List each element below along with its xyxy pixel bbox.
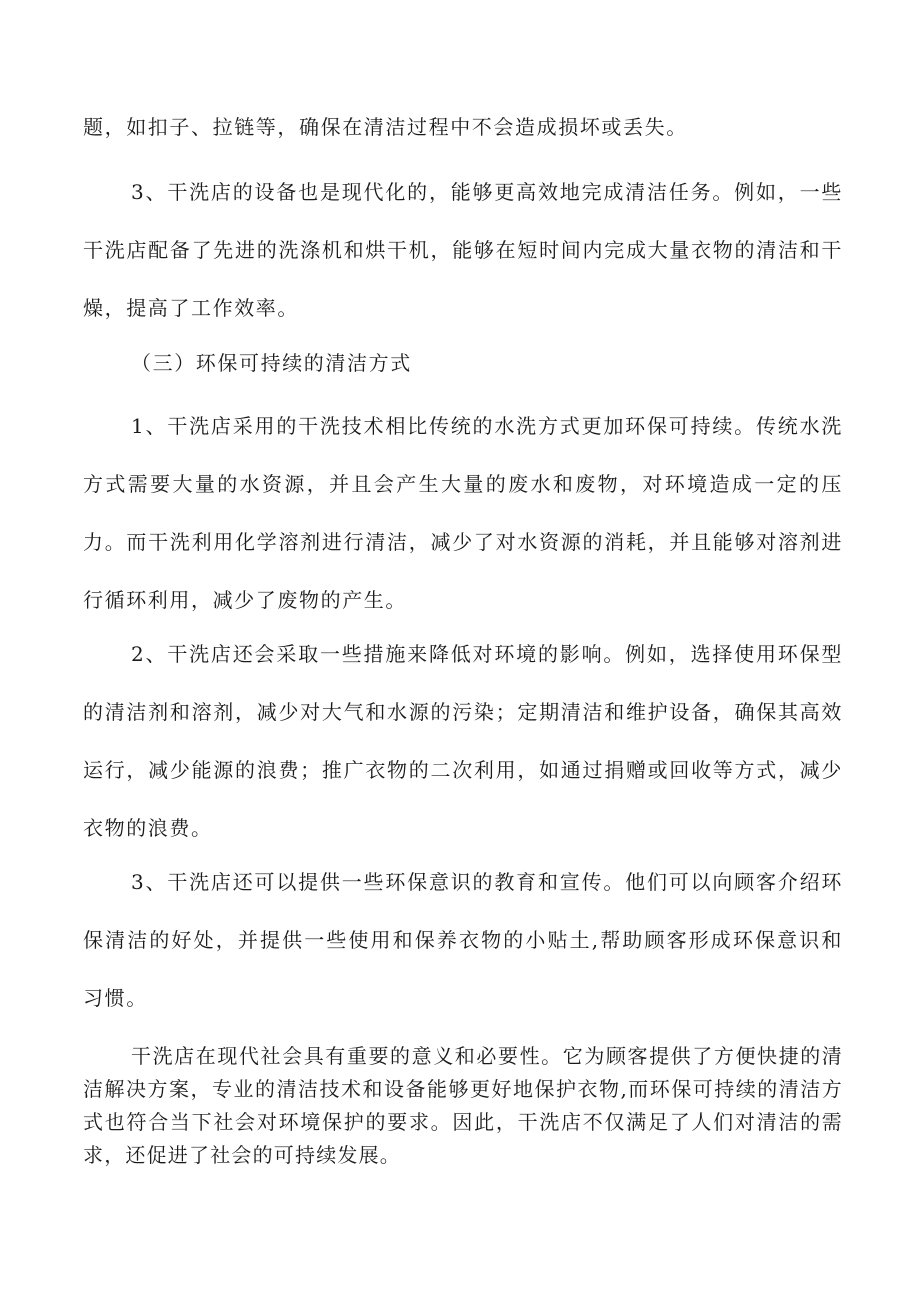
paragraph-summary: 干洗店在现代社会具有重要的意义和必要性。它为顾客提供了方便快捷的清洁解决方案，专业的清洁技术和设备能够更好地保护衣物,而环保可持续的清洁方式也符合当下社会对环境保护的要求。因此，干洗店不仅满足了人们对清洁的需求，还促进了社会的可持续发展。	[83, 1044, 843, 1167]
section-heading: （三）环保可持续的清洁方式	[131, 351, 412, 375]
paragraph-environmental-education: 3、干洗店还可以提供一些环保意识的教育和宣传。他们可以向顾客介绍环保清洁的好处，并提供一些使用和保养衣物的小贴土,帮助顾客形成环保意识和习惯。	[83, 870, 843, 1010]
paragraph-equipment: 3、干洗店的设备也是现代化的，能够更高效地完成清洁任务。例如，一些干洗店配备了先进的洗涤机和烘干机，能够在短时间内完成大量衣物的清洁和干燥，提高了工作效率。	[83, 180, 843, 320]
paragraph-dry-cleaning-technology: 1、干洗店采用的干洗技术相比传统的水洗方式更加环保可持续。传统水洗方式需要大量的水资源，并且会产生大量的废水和废物，对环境造成一定的压力。而干洗利用化学溶剂进行清洁，减少了对水资源的消耗，并且能够对溶剂进行循环利用，减少了废物的产生。	[83, 414, 843, 612]
paragraph-environmental-measures: 2、干洗店还会采取一些措施来降低对环境的影响。例如，选择使用环保型的清洁剂和溶剂，减少对大气和水源的污染；定期清洁和维护设备，确保其高效运行，减少能源的浪费；推广衣物的二次利用，如通过捐赠或回收等方式，减少衣物的浪费。	[83, 642, 843, 840]
paragraph-continuation: 题，如扣子、拉链等，确保在清洁过程中不会造成损坏或丢失。	[83, 115, 688, 139]
